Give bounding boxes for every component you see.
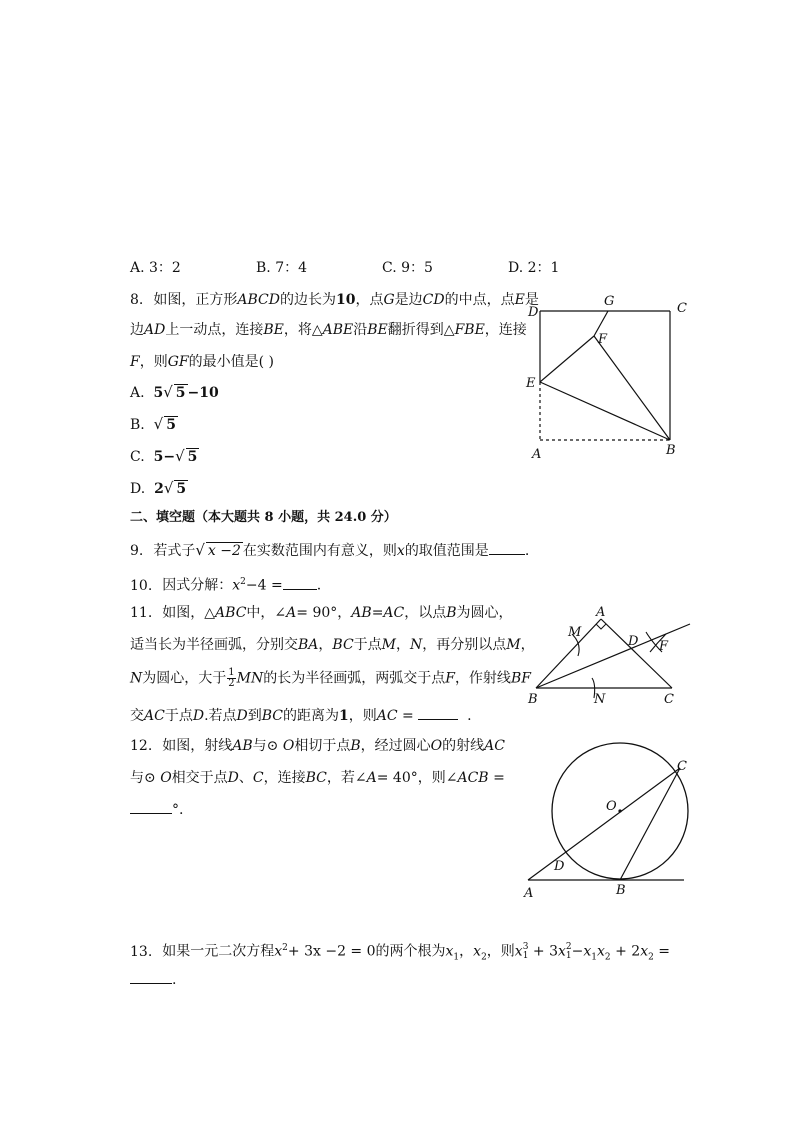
ray-bf	[536, 624, 690, 688]
q12-text: 、	[238, 770, 253, 786]
label-b: B	[528, 692, 538, 707]
q11-text: .若点	[204, 708, 237, 724]
label-m: M	[568, 625, 582, 640]
q11-text: = 90°，	[296, 605, 352, 621]
q13-text: .	[172, 972, 177, 988]
q11-text: 为圆心，大于	[142, 670, 227, 687]
center-point-o	[618, 809, 621, 812]
q11-text: 到	[247, 708, 262, 724]
q11-text: .	[467, 708, 472, 724]
q8-text: 如图，正方形	[153, 292, 238, 308]
q11-triangle-figure	[522, 602, 698, 708]
q7-option-a: A. 3：2	[130, 260, 181, 276]
q9-text: 的取值范围是	[404, 543, 489, 559]
q13-text: =	[658, 943, 671, 960]
question-number: 13.	[130, 943, 153, 960]
q11-text: 如图，	[162, 605, 205, 621]
option-label: C.	[130, 449, 145, 465]
label-d: D	[628, 634, 639, 649]
q11-text: =	[402, 708, 414, 724]
q12-circle-figure	[520, 748, 696, 900]
q12-text: °.	[172, 802, 184, 818]
q11-text: ，则	[348, 708, 377, 724]
label-c: C	[677, 759, 687, 774]
segment-ef	[540, 336, 594, 382]
q12-line-2: 与⊙ O相交于点D、C，连接BC，若∠A= 40°，则∠ACB =	[130, 770, 505, 786]
q12-text: = 40°，则	[376, 770, 446, 786]
label-d: D	[554, 859, 565, 874]
option-radicand: 5	[166, 417, 176, 433]
label-f: F	[598, 332, 608, 347]
option-label: D.	[130, 481, 146, 497]
section-heading: 二、填空题（本大题共 8 小题，共 24.0 分）	[130, 510, 397, 525]
label-a: A	[524, 886, 534, 901]
fraction	[227, 668, 235, 689]
option-radicand: 5	[175, 385, 186, 401]
q11-text: 为圆心，	[456, 605, 513, 621]
q12-text: 相切于点	[294, 738, 351, 754]
q7-option-c: C. 9：5	[382, 260, 433, 276]
q12-text: ，若	[326, 770, 355, 786]
segment-eb	[540, 382, 670, 440]
q11-text: ，	[318, 637, 333, 653]
q12-line-1: 12. 如图，射线AB与⊙ O相切于点B，经过圆心O的射线AC	[130, 738, 505, 754]
q8-text: ，点	[355, 292, 384, 308]
label-b: B	[666, 443, 676, 458]
q12-text: 与	[252, 738, 267, 754]
q9-text: 在实数范围内有意义，则	[242, 543, 397, 559]
label-c: C	[664, 692, 674, 707]
q13-line-1: 13. 如果一元二次方程$x^2+ 3x -2 = 0$的两个根为$x_1$，$x_2$，则x 3 1 + 3x 2 1 $-x_1x_2 + 2x_2$ =	[130, 941, 671, 963]
option-radicand: 5	[176, 481, 187, 497]
answer-blank[interactable]	[130, 971, 172, 984]
q13-text: ，则	[486, 943, 515, 960]
q11-text: ，作射线	[454, 670, 511, 687]
q8-text: 是边	[394, 292, 423, 308]
label-g: G	[604, 294, 615, 309]
q8-text: 翻折得到	[387, 322, 444, 338]
q11-text: ，再分别以点	[422, 637, 507, 653]
label-n: N	[594, 692, 606, 707]
q10-text: 因式分解：	[162, 577, 233, 594]
question-number: 10.	[130, 577, 153, 594]
q8-option-a: A. 5√ 5 −10	[130, 383, 219, 401]
q11-value: 1	[339, 708, 349, 724]
q13-text: 如果一元二次方程	[162, 943, 275, 960]
frac-denominator: 2	[228, 678, 235, 689]
label-b: B	[616, 883, 626, 898]
q8-text: 的边长为	[279, 292, 336, 308]
q11-text: 于点	[353, 637, 382, 653]
question-number: 9.	[130, 543, 144, 559]
ray-ac	[528, 768, 680, 880]
q13-text: 的两个根为	[375, 943, 446, 960]
q12-text: 如图，射线	[162, 738, 233, 754]
q8-text: 沿	[353, 322, 368, 338]
q8-text: 的中点，点	[444, 292, 515, 308]
option-label: B.	[130, 417, 145, 433]
option-radicand: 5	[187, 449, 198, 465]
q9-text: 若式子	[153, 543, 196, 559]
option-value: 2	[154, 481, 164, 497]
q11-line-4: 交AC于点D.若点D到BC的距离为1，则AC = .	[130, 708, 472, 724]
q8-text: 的最小值是( )	[188, 354, 274, 370]
q12-text: 与	[130, 770, 144, 786]
label-e: E	[526, 376, 536, 391]
question-number: 8.	[130, 292, 144, 308]
q8-text: ，连接	[484, 322, 527, 338]
q12-line-3	[130, 800, 183, 820]
q8-text: 边	[130, 322, 144, 338]
q8-line-1: 8. 如图，正方形ABCD的边长为10，点G是边CD的中点，点E是	[130, 292, 539, 308]
question-number: 11.	[130, 605, 153, 621]
q11-text: 适当长为半径画弧，分别交	[130, 637, 298, 653]
q11-text: 的距离为	[283, 708, 340, 724]
q11-text: 中，	[246, 605, 275, 621]
q12-text: ，连接	[263, 770, 306, 786]
segment-fb	[594, 336, 670, 440]
q12-text: 的射线	[442, 738, 485, 754]
q11-line-3: N为圆心，大于 $\frac{1}{2}$ MN的长为半径画弧，两弧交于点F，作射线BF	[130, 667, 531, 689]
answer-blank[interactable]	[283, 577, 317, 590]
q11-text: =	[371, 605, 384, 621]
q7-option-d: D. 2：1	[508, 260, 560, 276]
q11-line-1: 11. 如图，△ABC中，∠A= 90°，AB=AC，以点B为圆心，	[130, 605, 513, 621]
option-label: A.	[130, 385, 145, 401]
q7-option-b: B. 7：4	[256, 260, 308, 276]
q9-radicand: x −2	[207, 543, 241, 559]
q10-line: 10. 因式分解：$x^2-4$ = .	[130, 577, 322, 594]
label-c: C	[677, 301, 687, 316]
q11-text: 交	[130, 708, 144, 724]
answer-blank[interactable]	[489, 542, 525, 555]
label-d: D	[528, 305, 539, 320]
q8-option-d: D. 2√ 5	[130, 479, 187, 497]
frac-numerator: 1	[228, 667, 235, 678]
label-a: A	[596, 605, 606, 620]
option-value: 5	[153, 385, 164, 401]
option-value: 5−	[153, 449, 176, 465]
q8-value: 10	[335, 292, 356, 308]
question-number: 12.	[130, 738, 153, 754]
q13-equation: + 3x −2 = 0	[287, 943, 376, 960]
segment-bc	[620, 768, 680, 880]
q9-text: .	[524, 543, 530, 559]
q13-line-2	[130, 970, 176, 990]
q9-line: 9. 若式子√ x −2 在实数范围内有意义，则x的取值范围是 .	[130, 541, 530, 559]
q12-text: 相交于点	[171, 770, 228, 786]
q11-text: 的长为半径画弧，两弧交于点	[263, 670, 446, 687]
q8-option-c: C. 5−√ 5	[130, 447, 198, 465]
q8-text: ，则	[139, 354, 168, 370]
right-angle-mark	[596, 624, 606, 629]
q11-text: ，以点	[404, 605, 447, 621]
answer-blank[interactable]	[130, 801, 172, 814]
label-f: F	[659, 639, 669, 654]
q10-expression: −4 =	[245, 577, 283, 594]
q8-option-b: B. √ 5	[130, 415, 176, 433]
label-o: O	[606, 799, 617, 814]
q12-text: =	[493, 770, 505, 786]
q11-text: 于点	[164, 708, 193, 724]
label-a: A	[532, 447, 542, 462]
q11-text: ，	[396, 637, 411, 653]
q10-text: .	[316, 577, 322, 594]
q12-text: ，经过圆心	[360, 738, 431, 754]
q11-line-2: 适当长为半径画弧，分别交BA，BC于点M，N，再分别以点M，	[130, 637, 535, 653]
q8-text: 上一动点，连接	[165, 322, 264, 338]
answer-blank[interactable]	[418, 707, 458, 720]
q8-line-2: 边AD上一动点，连接BE，将△ABE沿BE翻折得到△FBE，连接	[130, 322, 527, 338]
q8-text: ，将	[283, 322, 312, 338]
option-value: −10	[187, 385, 219, 401]
q8-line-3: F，则GF的最小值是( )	[130, 354, 274, 370]
q8-text: 是	[524, 292, 539, 308]
q8-square-figure	[520, 290, 700, 465]
